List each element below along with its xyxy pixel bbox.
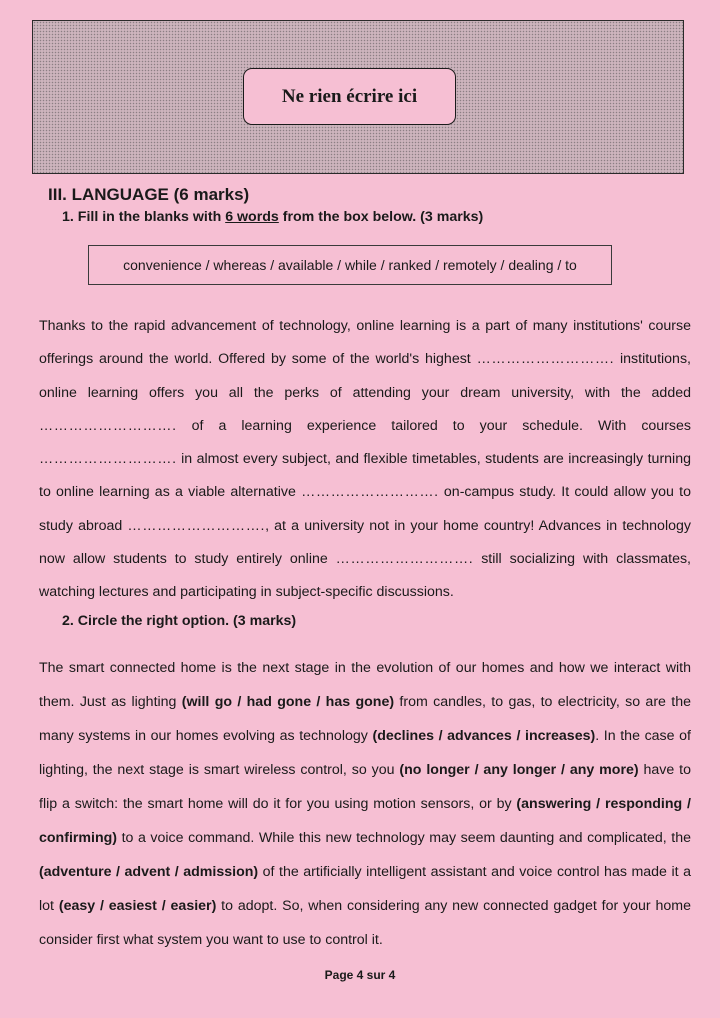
text-segment: , at a university not in your home country! Advances in technology now allow students to study entirely online xyxy=(39,517,691,568)
blank-2[interactable]: ………………………. xyxy=(39,417,177,434)
text-segment: of a learning experience tailored to your schedule. With courses xyxy=(176,417,691,434)
exercise1-instruction-post: from the box below. (3 marks) xyxy=(278,209,484,225)
text-segment: institutions, online learning offers you all the perks of attending your dream university, with the added xyxy=(39,351,691,401)
option-group-5[interactable]: (adventure / advent / admission) xyxy=(39,864,259,880)
page-number: Page 4 sur 4 xyxy=(324,968,396,982)
text-segment: to a voice command. While this new technology may seem daunting and complicated, the xyxy=(117,830,691,846)
option-group-2[interactable]: (declines / advances / increases) xyxy=(372,728,596,744)
exercise1-instruction xyxy=(62,209,483,225)
exercise1-text xyxy=(39,310,691,610)
text-segment: to adopt. So, when considering any new connected gadget for your home consider first what system you want to use to control it. xyxy=(39,898,691,948)
text-segment: have to flip a switch: the smart home will do it for you using motion sensors, or by xyxy=(39,762,691,812)
exercise1-instruction-pre: 1. Fill in the blanks with xyxy=(62,209,226,225)
option-group-1[interactable]: (will go / had gone / has gone) xyxy=(181,694,395,710)
option-group-6[interactable]: (easy / easiest / easier) xyxy=(58,898,217,914)
text-segment: from candles, to gas, to electricity, so are the many systems in our homes evolving as technology xyxy=(39,694,691,744)
text-segment: of the artificially intelligent assistant and voice control has made it a lot xyxy=(39,864,691,914)
text-segment: in almost every subject, and flexible timetables, students are increasingly turning to online learning as a viable alternative xyxy=(39,451,691,501)
text-segment: still socializing with classmates, watching lectures and participating in subject-specific discussions. xyxy=(39,551,691,601)
option-group-4[interactable]: (answering / responding / confirming) xyxy=(39,796,691,846)
option-group-3[interactable]: (no longer / any longer / any more) xyxy=(399,762,639,778)
exercise1-instruction-underlined: 6 words xyxy=(225,209,279,225)
blank-6[interactable]: ………………………. xyxy=(335,551,474,568)
word-box: convenience / whereas / available / while / ranked / remotely / dealing / to xyxy=(88,245,612,285)
blank-4[interactable]: ………………………. xyxy=(301,484,439,501)
blank-5[interactable]: ………………………. xyxy=(127,517,266,534)
exercise2-instruction: 2. Circle the right option. (3 marks) xyxy=(62,613,297,629)
exercise2-text xyxy=(39,651,691,957)
text-segment: The smart connected home is the next stage in the evolution of our homes and how we interact with them. Just as lighting xyxy=(39,660,691,710)
do-not-write-label: Ne rien écrire ici xyxy=(243,68,456,125)
blank-1[interactable]: ………………………. xyxy=(476,351,615,368)
section-title: III. LANGUAGE (6 marks) xyxy=(48,185,250,204)
text-segment: on-campus study. It could allow you to study abroad xyxy=(39,484,691,534)
blank-3[interactable]: ………………………. xyxy=(39,451,177,468)
text-segment: Thanks to the rapid advancement of technology, online learning is a part of many institutions' course offerings around the world. Offered by some of the world's highest xyxy=(39,318,691,368)
text-segment: . In the case of lighting, the next stage is smart wireless control, so you xyxy=(39,728,691,778)
